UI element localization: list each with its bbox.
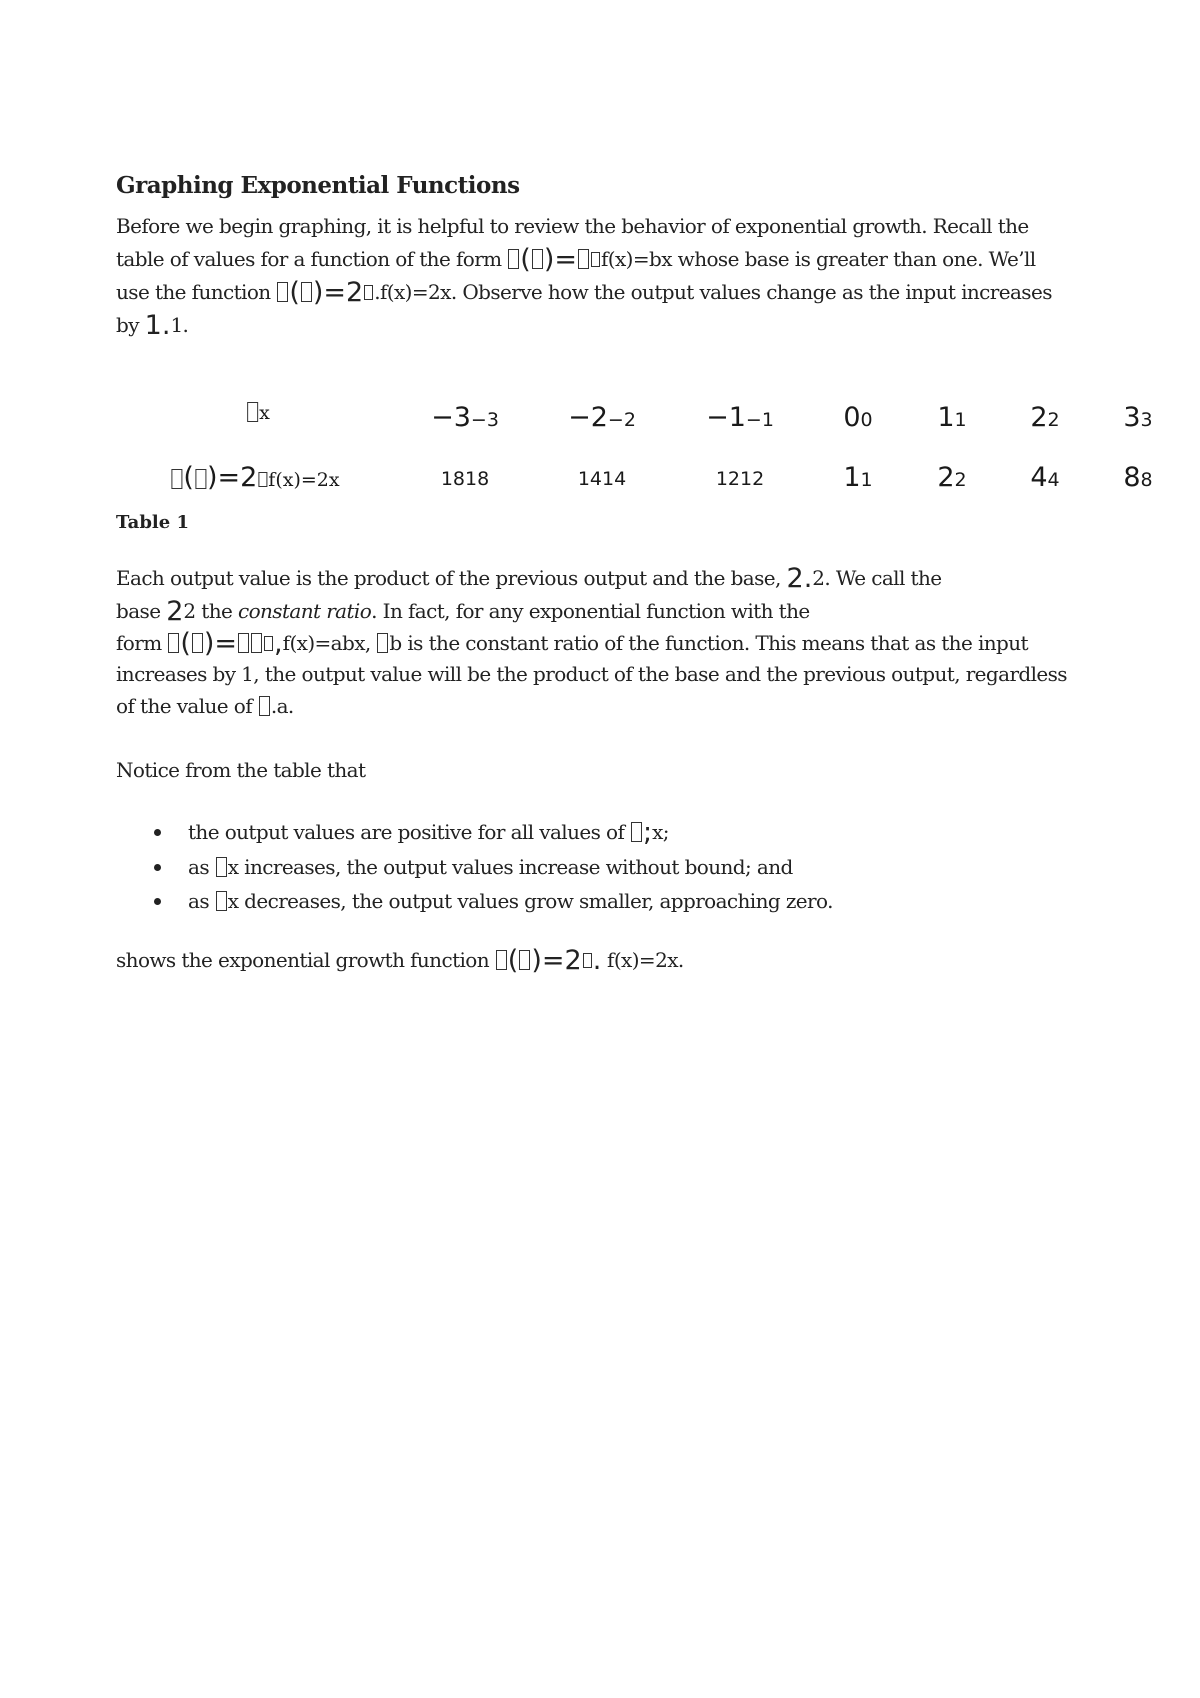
table-cell: 22 <box>1030 402 1060 433</box>
closing-sentence <box>116 944 1096 977</box>
page-title: Graphing Exponential Functions <box>116 172 520 199</box>
table-caption: Table 1 <box>116 512 190 533</box>
table-cell: 00 <box>843 402 873 433</box>
missing-glyph-icon <box>496 950 507 970</box>
intro-line-3: use the function ( )=2 .f(x)=2x. Observe how the output values change as the input increases <box>116 277 1052 308</box>
missing-glyph-icon <box>216 857 227 877</box>
observations-list <box>116 815 833 918</box>
closing-line: shows the exponential growth function ( )=2 . f(x)=2x. <box>116 945 684 976</box>
missing-glyph-icon <box>578 249 589 269</box>
table-cell: 11 <box>843 462 873 493</box>
missing-glyph-icon <box>192 633 203 653</box>
table-cell: 44 <box>1030 462 1060 493</box>
missing-glyph-icon <box>583 953 592 968</box>
table-cell: −3−3 <box>431 402 499 433</box>
missing-glyph-icon <box>364 285 373 300</box>
table-cell: −1−1 <box>706 402 774 433</box>
constant-ratio-paragraph <box>116 562 1096 723</box>
missing-glyph-icon <box>631 822 642 842</box>
intro-line-4: by 1.1. <box>116 310 189 341</box>
missing-glyph-icon <box>258 472 267 487</box>
missing-glyph-icon <box>259 696 270 716</box>
missing-glyph-icon <box>195 469 206 489</box>
table-row-x <box>0 402 1200 442</box>
missing-glyph-icon <box>247 402 258 422</box>
para2-line-3: form ( )= ,f(x)=abx, b is the constant ratio of the function. This means that as the input <box>116 628 1028 659</box>
intro-paragraph <box>116 210 1096 342</box>
intro-line-2: table of values for a function of the form ( )= f(x)=bx whose base is greater than one. We’ll <box>116 244 1036 275</box>
missing-glyph-icon <box>519 950 530 970</box>
table-cell: 1212 <box>715 468 765 490</box>
missing-glyph-icon <box>171 469 182 489</box>
para2-line-1: Each output value is the product of the previous output and the base, 2.2. We call the <box>116 563 942 594</box>
table-row-fx <box>0 462 1200 502</box>
missing-glyph-icon <box>532 249 543 269</box>
table-cell: 33 <box>1123 402 1153 433</box>
missing-glyph-icon <box>251 633 262 653</box>
para2-line-4: increases by 1, the output value will be the product of the base and the previous output, regardless <box>116 662 1067 686</box>
missing-glyph-icon <box>238 633 249 653</box>
list-item: as x decreases, the output values grow smaller, approaching zero. <box>116 884 833 918</box>
missing-glyph-icon <box>277 282 288 302</box>
list-item: the output values are positive for all values of ;x; <box>116 815 833 850</box>
missing-glyph-icon <box>591 252 600 267</box>
table-x-label: x <box>246 402 270 424</box>
missing-glyph-icon <box>168 633 179 653</box>
table-cell: 88 <box>1123 462 1153 493</box>
missing-glyph-icon <box>301 282 312 302</box>
missing-glyph-icon <box>264 636 273 651</box>
notice-text: Notice from the table that <box>116 758 366 782</box>
table-fx-label: ( )=2 f(x)=2x <box>170 462 339 493</box>
missing-glyph-icon <box>377 633 388 653</box>
table-cell: 22 <box>937 462 967 493</box>
para2-line-5: of the value of .a. <box>116 694 294 718</box>
list-item: as x increases, the output values increase without bound; and <box>116 850 833 884</box>
table-cell: 1414 <box>577 468 627 490</box>
intro-line-1: Before we begin graphing, it is helpful to review the behavior of exponential growth. Recall the <box>116 214 1029 238</box>
table-cell: 1818 <box>440 468 490 490</box>
table-cell: 11 <box>937 402 967 433</box>
para2-line-2: base 22 the constant ratio. In fact, for any exponential function with the <box>116 596 810 627</box>
missing-glyph-icon <box>508 249 519 269</box>
table-cell: −2−2 <box>568 402 636 433</box>
missing-glyph-icon <box>216 891 227 911</box>
